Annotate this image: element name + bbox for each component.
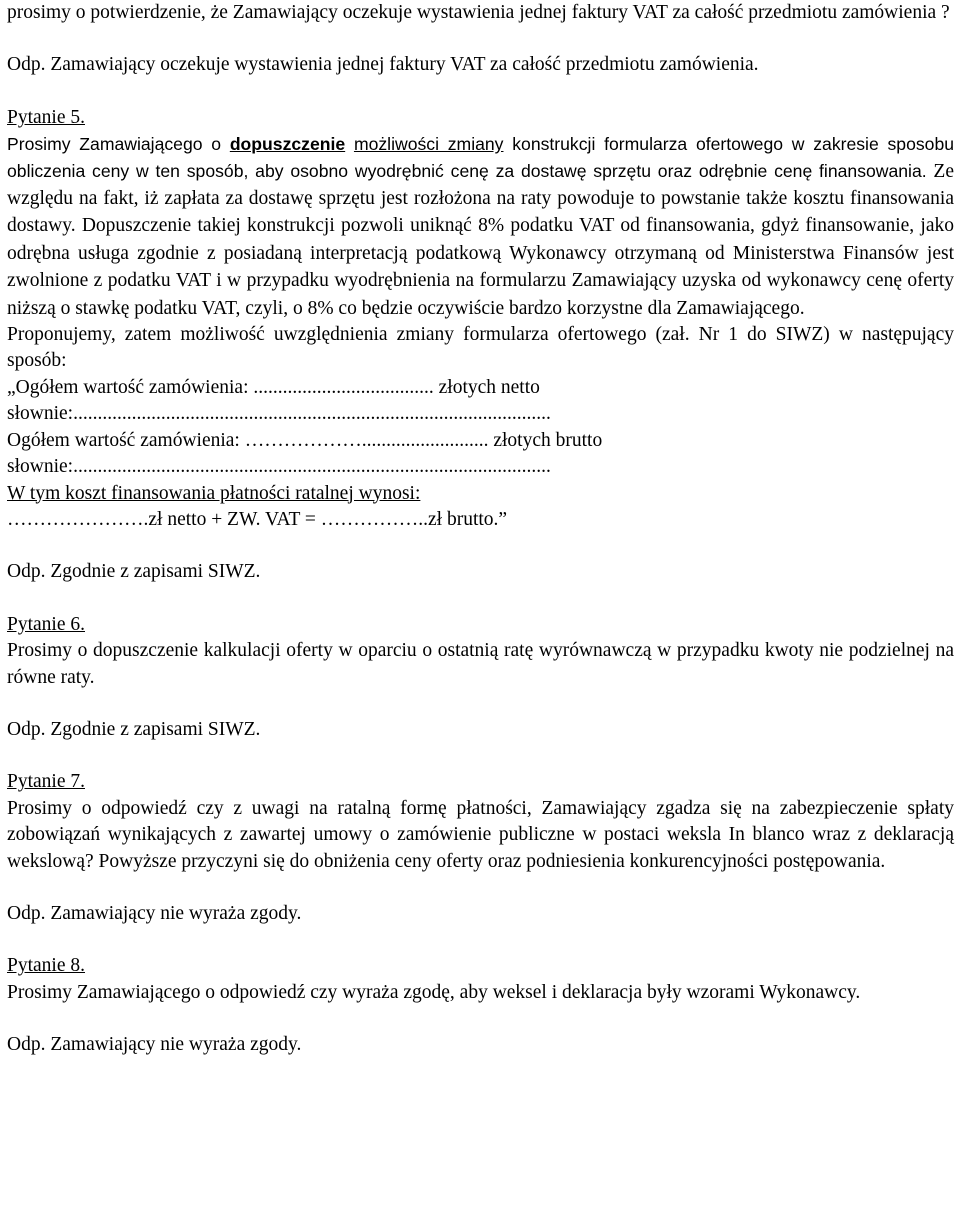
q5-form-line-gross-words: słownie:..................................................................................................	[7, 456, 551, 478]
answer-question-6: Odp. Zgodnie z zapisami SIWZ.	[7, 718, 261, 740]
q5-form-line-sum: ………………….zł netto + ZW. VAT = ……………..zł brutto.”	[7, 508, 508, 530]
q5-proposal: Proponujemy, zatem możliwość uwzględnienia zmiany formularza ofertowego (zał. Nr 1 do SIWZ) w następujący sposób:	[7, 324, 954, 372]
q5-form-line-finance: W tym koszt finansowania płatności ratalnej wynosi:	[7, 482, 421, 504]
answer-question-5: Odp. Zgodnie z zapisami SIWZ.	[7, 561, 261, 583]
paragraph-question-6: Prosimy o dopuszczenie kalkulacji oferty w oparciu o ostatnią ratę wyrównawczą w przypadku kwoty nie podzielnej na równe raty.	[7, 640, 954, 688]
q5-text-continued: Ze względu na fakt, iż zapłata za dostawę sprzętu jest rozłożona na raty powoduje to powstanie także kosztu finansowania dostawy. Dopuszczenie takiej konstrukcji pozwoli uniknąć 8% podatku VAT od finansowania, gdyż finansowanie, jako odrębna usługa zgodnie z posiadaną interpretacją podatkową Wykonawcy otrzymaną od Ministerstwa Finansów jest zwolnione z podatku VAT i w przypadku wyodrębnienia na formularzu Zamawiający uzyska od wykonawcy cenę oferty niższą o stawkę podatku VAT, czyli, o 8% co będzie oczywiście bardzo korzystne dla Zamawiającego.	[7, 160, 954, 319]
paragraph-question-8: Prosimy Zamawiającego o odpowiedź czy wyraża zgodę, aby weksel i deklaracja były wzorami Wykonawcy.	[7, 981, 861, 1003]
heading-question-8: Pytanie 8.	[7, 955, 85, 977]
q5-form-line-net-words: słownie:..................................................................................................	[7, 403, 551, 425]
answer-question-8: Odp. Zamawiający nie wyraża zgody.	[7, 1034, 302, 1056]
q5-form-line-net: „Ogółem wartość zamówienia: ..................................... złotych netto	[7, 376, 540, 398]
heading-question-6: Pytanie 6.	[7, 613, 85, 635]
q5-space	[345, 134, 354, 154]
q5-form-line-gross: Ogółem wartość zamówienia: ……………….......................... złotych brutto	[7, 429, 603, 451]
heading-question-5: Pytanie 5.	[7, 106, 85, 128]
paragraph-question-7: Prosimy o odpowiedź czy z uwagi na ratalną formę płatności, Zamawiający zgadza się na zabezpieczenie spłaty zobowiązań wynikających z zawartej umowy o zamówienie publiczne w postaci weksla In blanco wraz z deklaracją wekslową? Powyższe przyczyni się do obniżenia ceny oferty oraz podniesienia konkurencyjności postępowania.	[7, 797, 954, 872]
q5-text-pre: Prosimy Zamawiającego o	[7, 134, 230, 155]
paragraph-question-continued: prosimy o potwierdzenie, że Zamawiający oczekuje wystawienia jednej faktury VAT za całość przedmiotu zamówienia ?	[7, 2, 950, 23]
q5-text-post: konstrukcji formularza ofertowego w zakresie sposobu obliczenia ceny w ten sposób, aby osobno wyodrębnić cenę za dostawę sprzętu oraz odrębnie cenę finansowania.	[7, 134, 955, 181]
q5-text-underlined: możliwości zmiany	[353, 134, 504, 155]
paragraph-question-5	[7, 131, 954, 322]
q5-text-bold: dopuszczenie	[229, 134, 346, 155]
heading-question-7: Pytanie 7.	[7, 771, 85, 793]
answer-question-7: Odp. Zamawiający nie wyraża zgody.	[7, 902, 302, 924]
answer-top: Odp. Zamawiający oczekuje wystawienia jednej faktury VAT za całość przedmiotu zamówienia.	[7, 54, 759, 76]
